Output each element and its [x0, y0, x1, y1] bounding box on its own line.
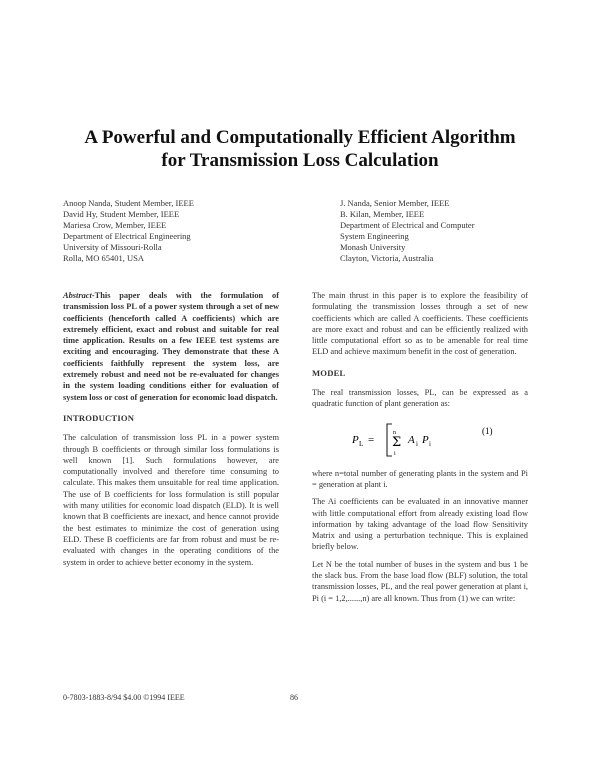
eq-lhs: P: [352, 433, 359, 446]
affiliation-line: Monash University: [340, 242, 406, 252]
introduction-paragraph: The calculation of transmission loss PL in a power system through B coefficients or through similar loss formulations is well known [1]. Such formulations however, are computationally involved and therefore time consuming to calculate. This makes them unsuitable for real time application. The use of B coefficients for loss formulation is still popular with many utilities for economic load dispatch (ELD). It is well known that B coefficients are inexact, and hence cannot provide the best estimates to minimize the cost of generation using ELD. These B coefficients are far from robust and must be re-evaluated with changes in the operating conditions of the system in order to achieve better economy in the system.: [63, 433, 279, 567]
abstract-text: This paper deals with the formulation of transmission loss PL of a power system through a set of new coefficients (henceforth called A coefficients) which are extremely efficient, exact and robust and suitable for real time application. Results on a few IEEE test systems are exciting and encouraging. They demonstrate that these A coefficients faithfully represent the system loss, are extremely robust and need not be re-evaluated for changes in the system loading conditions either for evaluation of system loss or cost of generation for economic load dispatch.: [63, 291, 279, 402]
copyright-footer: 0-7803-1883-8/94 $4.00 ©1994 IEEE: [63, 693, 185, 702]
author-line: B. Kilan, Member, IEEE: [340, 209, 425, 219]
equation-1: [312, 416, 528, 462]
eq-sum-symbol: Σ: [392, 434, 402, 450]
author-line: David Hy, Student Member, IEEE: [63, 209, 180, 219]
paper-title: [40, 126, 560, 172]
eq-term: A: [408, 433, 415, 446]
affiliation-line: Clayton, Victoria, Australia: [340, 253, 434, 263]
affiliation-line: Department of Electrical and Computer: [340, 220, 475, 230]
author-line: Anoop Nanda, Student Member, IEEE: [63, 198, 194, 208]
author-line: J. Nanda, Senior Member, IEEE: [340, 198, 450, 208]
model-heading: MODEL: [312, 367, 346, 378]
affiliation-line: Rolla, MO 65401, USA: [63, 253, 144, 263]
left-column: [63, 290, 279, 574]
eq-term-sub: i: [416, 439, 418, 448]
title-line-2: for Transmission Loss Calculation: [161, 150, 439, 171]
equation-svg: [312, 416, 528, 462]
abstract-label: Abstract-: [63, 291, 95, 300]
affiliation-line: System Engineering: [340, 231, 409, 241]
eq-equals: =: [368, 433, 375, 446]
model-paragraph-3: Let N be the total number of buses in the system and bus 1 be the slack bus. From the base load flow (BLF) solution, the total transmission losses, PL, and the real power generation at plant i, Pi (i = 1,2,......,n) are all known. Thus from (1) we can write:: [312, 559, 528, 603]
page-number: 86: [290, 693, 298, 702]
eq-lhs-sub: L: [359, 439, 364, 448]
eq-sum-top: n: [393, 429, 396, 436]
authors-right-block: [340, 198, 475, 264]
eq-sum-bottom: i: [394, 450, 396, 457]
eq-var-sub: i: [429, 439, 431, 448]
model-after-equation: where n=total number of generating plants in the system and Pi = generation at plant i.: [312, 468, 528, 489]
affiliation-line: University of Missouri-Rolla: [63, 242, 162, 252]
title-line-1: A Powerful and Computationally Efficient Algorithm: [84, 127, 516, 148]
right-column: [312, 290, 528, 610]
abstract: [63, 290, 279, 403]
eq-number: (1): [482, 425, 493, 436]
authors-left-block: [63, 198, 194, 264]
model-intro-paragraph: The real transmission losses, PL, can be expressed as a quadratic function of plant generation as:: [312, 388, 528, 409]
model-paragraph-2: The Ai coefficients can be evaluated in an innovative manner with little computational effort from already existing load flow information by taking advantage of the load flow Sensitivity Matrix and using a perturbation technique. This is explained briefly below.: [312, 497, 528, 552]
affiliation-line: Department of Electrical Engineering: [63, 231, 191, 241]
right-intro-paragraph: The main thrust in this paper is to explore the feasibility of formulating the transmission losses through a set of new coefficients which are called A coefficients. These coefficients are more exact and robust and can be efficiently realized with little computational effort so as to be amenable for real time ELD and achieve maximum benefit in the cost of generation.: [312, 291, 528, 357]
author-line: Mariesa Crow, Member, IEEE: [63, 220, 167, 230]
eq-var: P: [422, 433, 429, 446]
introduction-heading: INTRODUCTION: [63, 412, 135, 423]
